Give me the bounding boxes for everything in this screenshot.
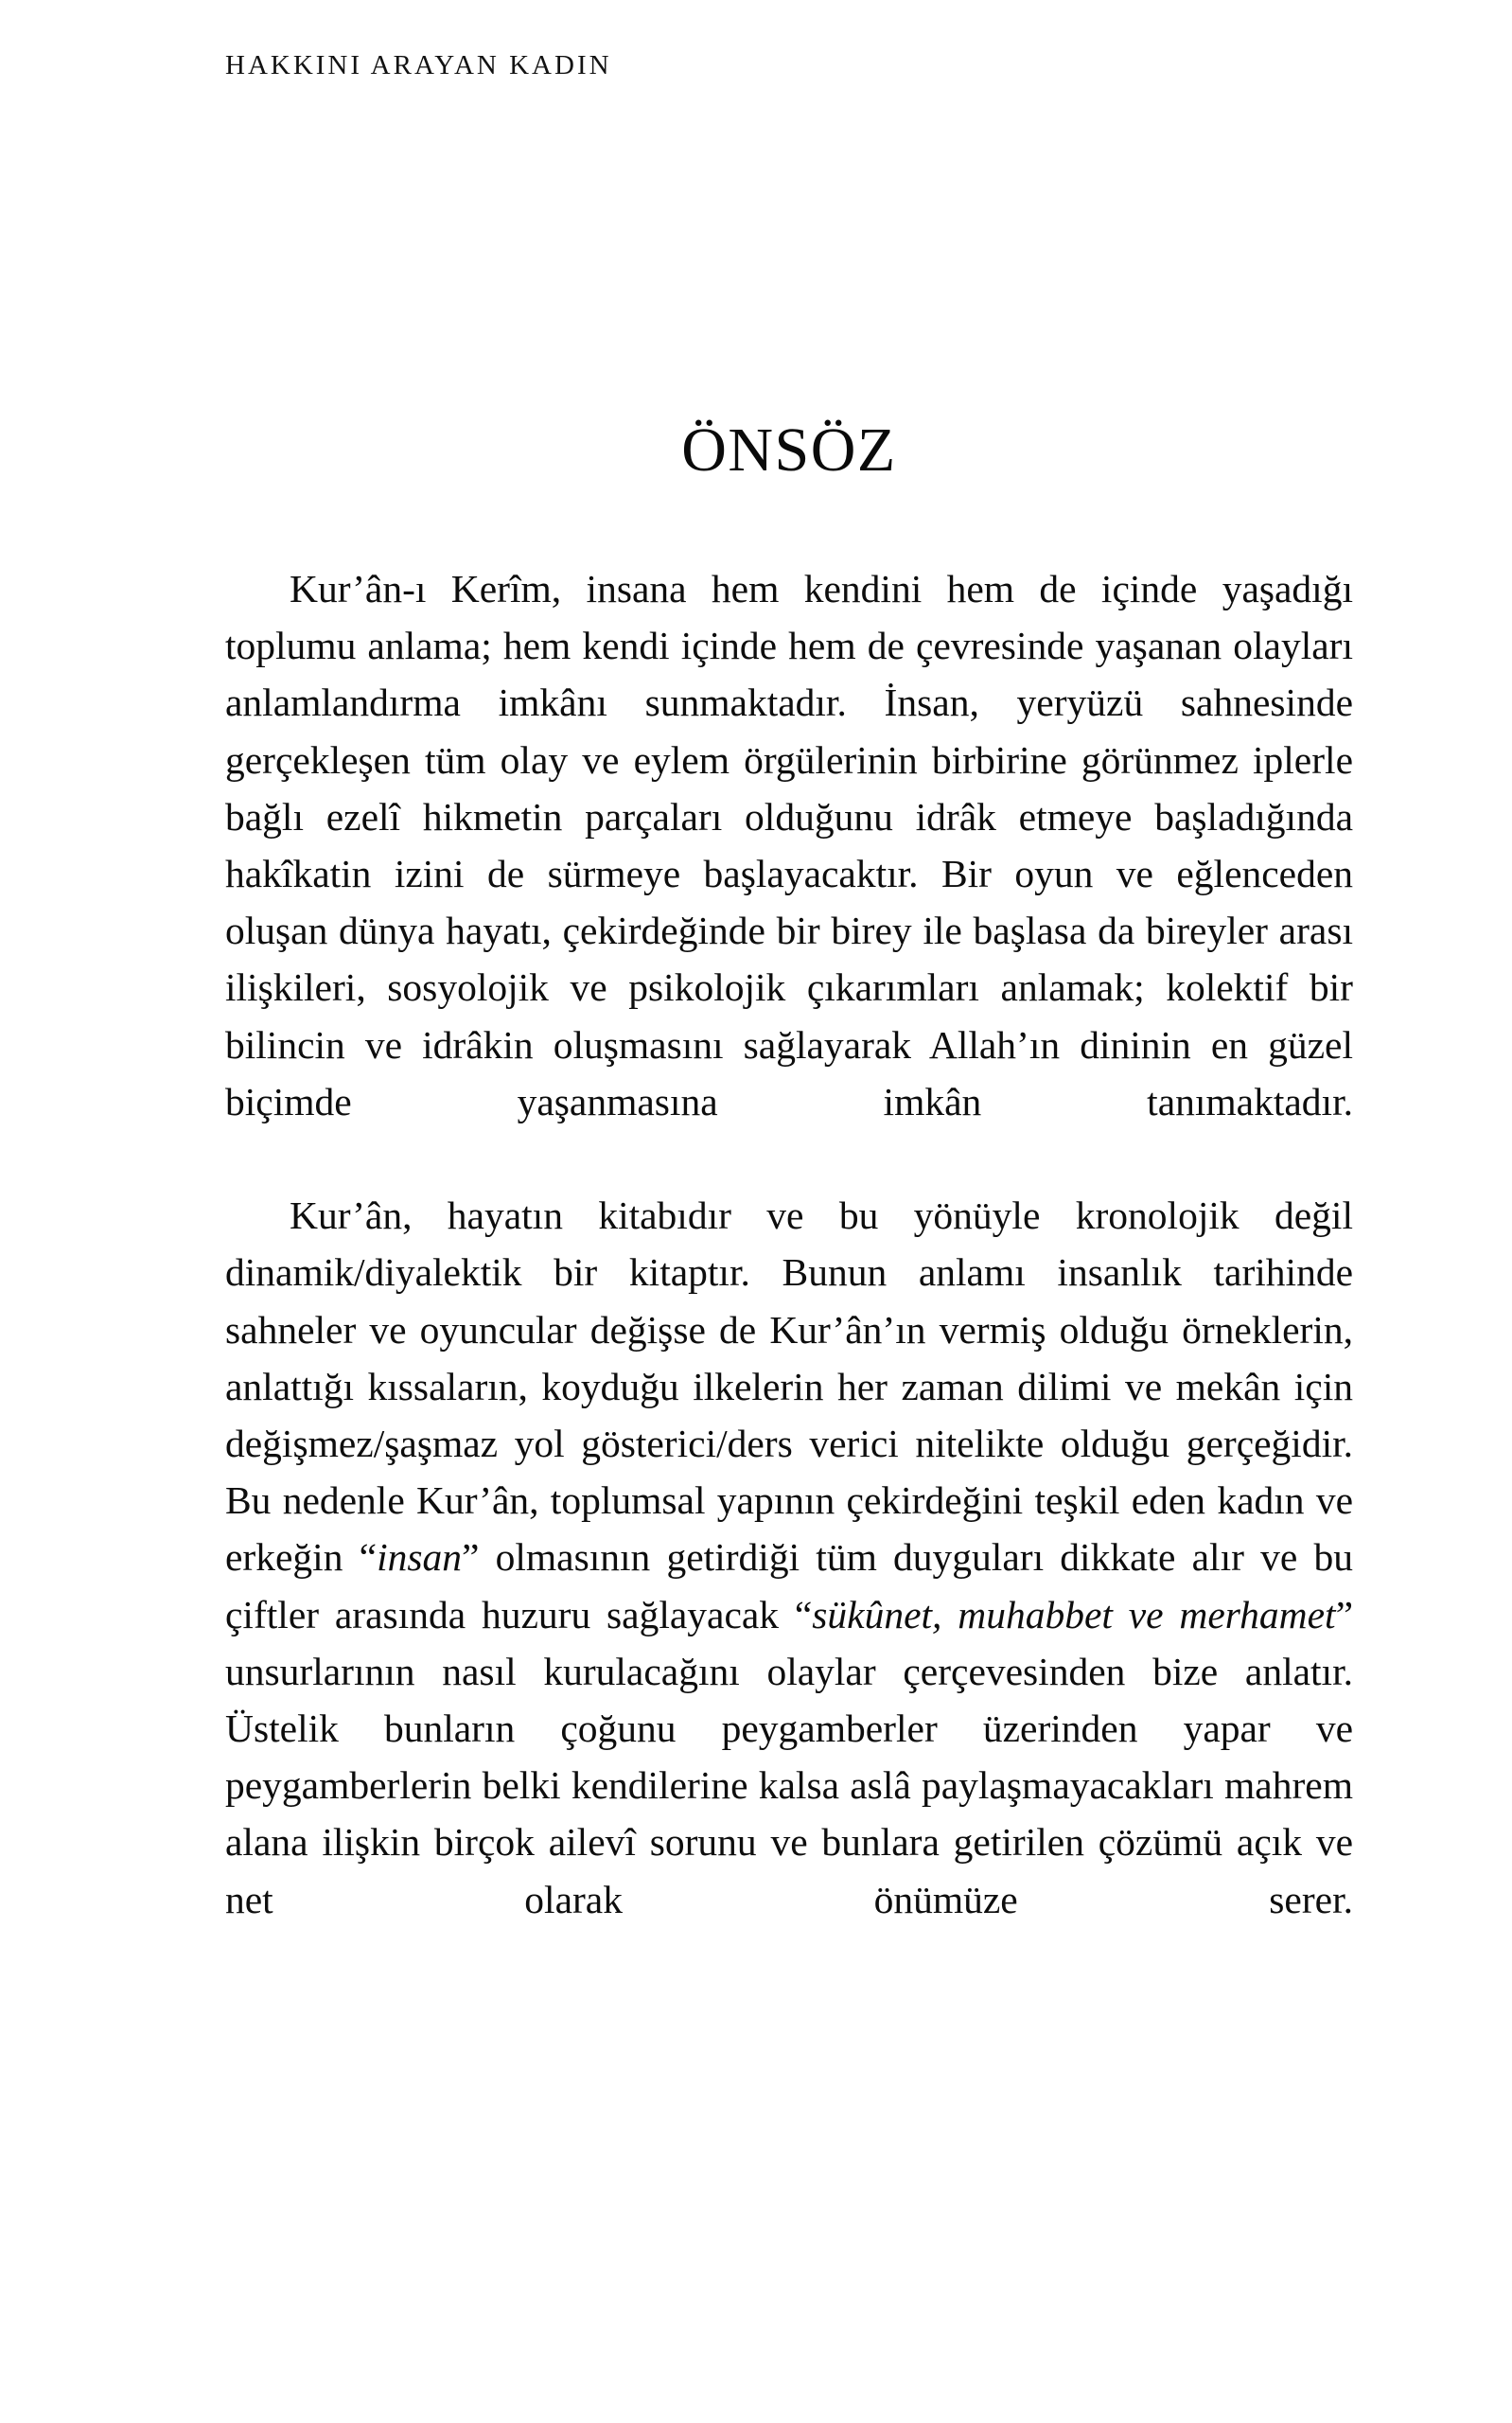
page-title: ÖNSÖZ [681, 416, 897, 485]
emphasized-term: insan [377, 1535, 462, 1580]
body-text-block [225, 560, 1353, 1985]
paragraph-2: Kur’ân, hayatın kitabıdır ve bu yönüyle kronolojik değil dinamik/diyalektik bir kitaptır. Bunun anlamı insanlık tarihinde sahneler ve oyuncular değişse de Kur’ân’ın vermiş olduğu örneklerin, anlattığı kıssaların, koyduğu ilkelerin her zaman dilimi ve mekân için değişmez/şaşmaz yol gösterici/ders verici nitelikte olduğu gerçeğidir. Bu nedenle Kur’ân, toplumsal yapının çekirdeğini teşkil eden kadın ve erkeğin “insan” olmasının getirdiği tüm duyguları dikkate alır ve bu çiftler arasında huzuru sağlayacak “sükûnet, muhabbet ve merhamet” unsurlarının nasıl kurulacağını olaylar çerçevesinden bize anlatır. Üstelik bunların çoğunu peygamberler üzerinden yapar ve peygamberlerin belki kendilerine kalsa aslâ paylaşmayacakları mahrem alana ilişkin birçok ailevî sorunu ve bunlara getirilen çözümü açık ve net olarak önümüze serer. [225, 1194, 1353, 1921]
paragraph-1: Kur’ân-ı Kerîm, insana hem kendini hem de içinde yaşadığı toplumu anlama; hem kendi içinde hem de çevresinde yaşanan olayları anlamlandırma imkânı sunmaktadır. İnsan, yeryüzü sahnesinde gerçekleşen tüm olay ve eylem örgülerinin birbirine görünmez iplerle bağlı ezelî hikmetin parçaları olduğunu idrâk etmeye başladığında hakîkatin izini de sürmeye başlayacaktır. Bir oyun ve eğlenceden oluşan dünya hayatı, çekirdeğinde bir birey ile başlasa da bireyler arası ilişkileri, sosyolojik ve psikolojik çıkarımları anlamak; kolektif bir bilincin ve idrâkin oluşmasını sağlayarak Allah’ın dininin en güzel biçimde yaşanmasına imkân tanımaktadır. [225, 567, 1353, 1123]
running-header: HAKKINI ARAYAN KADIN [225, 50, 612, 80]
emphasized-term: sükûnet, muhabbet ve merhamet [812, 1592, 1336, 1636]
